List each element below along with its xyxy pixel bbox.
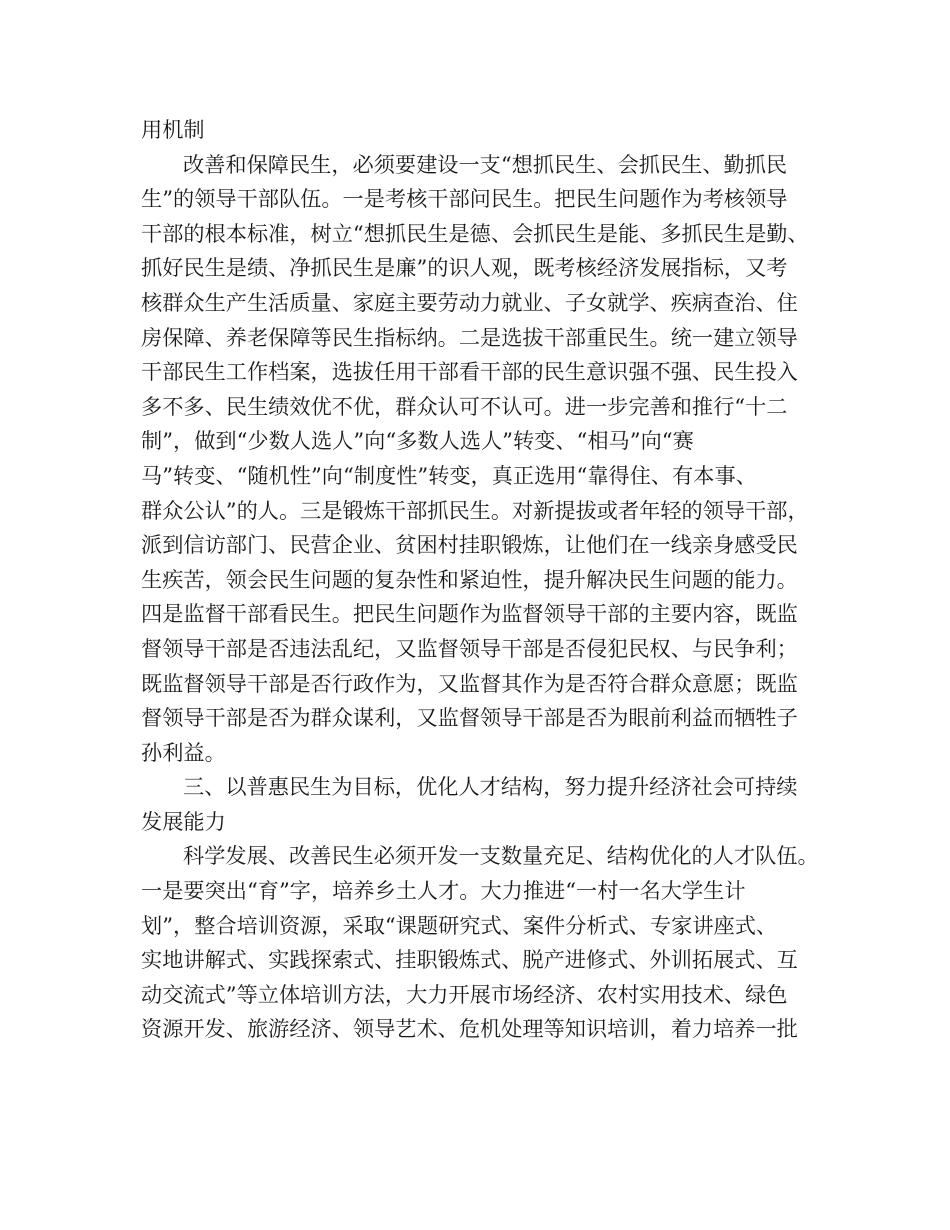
- paragraph-first-line: 科学发展、改善民生必须开发一支数量充足、结构优化的人才队伍。: [183, 843, 819, 869]
- text-line: 干部的根本标准，树立“想抓民生是德、会抓民生是能、多抓民生是勤、: [141, 220, 809, 246]
- text-line: 督领导干部是否违法乱纪，又监督领导干部是否侵犯民权、与民争利；: [141, 635, 798, 661]
- text-line: 动交流式”等立体培训方法，大力开展市场经济、农村实用技术、绿色: [141, 981, 788, 1007]
- text-line: 房保障、养老保障等民生指标纳。二是选拔干部重民生。统一建立领导: [141, 324, 798, 350]
- text-line: 抓好民生是绩、净抓民生是廉”的识人观，既考核经济发展指标，又考: [141, 255, 788, 281]
- text-line: 群众公认”的人。三是锻炼干部抓民生。对新提拔或者年轻的领导干部，: [141, 497, 809, 523]
- paragraph-first-line: 三、以普惠民生为目标，优化人才结构，努力提升经济社会可持续: [183, 774, 798, 800]
- text-line: 生”的领导干部队伍。一是考核干部问民生。把民生问题作为考核领导: [141, 186, 788, 212]
- text-line: 资源开发、旅游经济、领导艺术、危机处理等知识培训，着力培养一批: [141, 1016, 798, 1042]
- text-line: 马”转变、“随机性”向“制度性”转变，真正选用“靠得住、有本事、: [141, 462, 757, 488]
- text-line: 发展能力: [141, 808, 226, 834]
- text-line: 督领导干部是否为群众谋利，又监督领导干部是否为眼前利益而牺牲子: [141, 705, 798, 731]
- text-line: 制”，做到“少数人选人”向“多数人选人”转变、“相马”向“赛: [141, 428, 694, 454]
- text-line: 用机制: [141, 117, 205, 142]
- text-line: 既监督领导干部是否行政作为，又监督其作为是否符合群众意愿；既监: [141, 670, 798, 696]
- text-line: 一是要突出“育”字，培养乡土人才。大力推进“一村一名大学生计: [141, 878, 746, 904]
- text-line: 孙利益。: [141, 739, 226, 765]
- text-line: 干部民生工作档案，选拔任用干部看干部的民生意识强不强、民生投入: [141, 359, 798, 385]
- document-body: [141, 113, 819, 1047]
- paragraph-first-line: 改善和保障民生，必须要建设一支“想抓民生、会抓民生、勤抓民: [183, 151, 788, 177]
- text-line: 实地讲解式、实践探索式、挂职锻炼式、脱产进修式、外训拓展式、互: [141, 947, 798, 973]
- text-line: 四是监督干部看民生。把民生问题作为监督领导干部的主要内容，既监: [141, 601, 798, 627]
- text-line: 核群众生产生活质量、家庭主要劳动力就业、子女就学、疾病查治、住: [141, 289, 798, 315]
- text-line: 生疾苦，领会民生问题的复杂性和紧迫性，提升解决民生问题的能力。: [141, 566, 798, 592]
- text-line: 多不多、民生绩效优不优，群众认可不认可。进一步完善和推行“十二: [141, 393, 788, 419]
- text-line: 划”，整合培训资源，采取“课题研究式、案件分析式、专家讲座式、: [141, 912, 778, 938]
- text-line: 派到信访部门、民营企业、贫困村挂职锻炼，让他们在一线亲身感受民: [141, 532, 798, 558]
